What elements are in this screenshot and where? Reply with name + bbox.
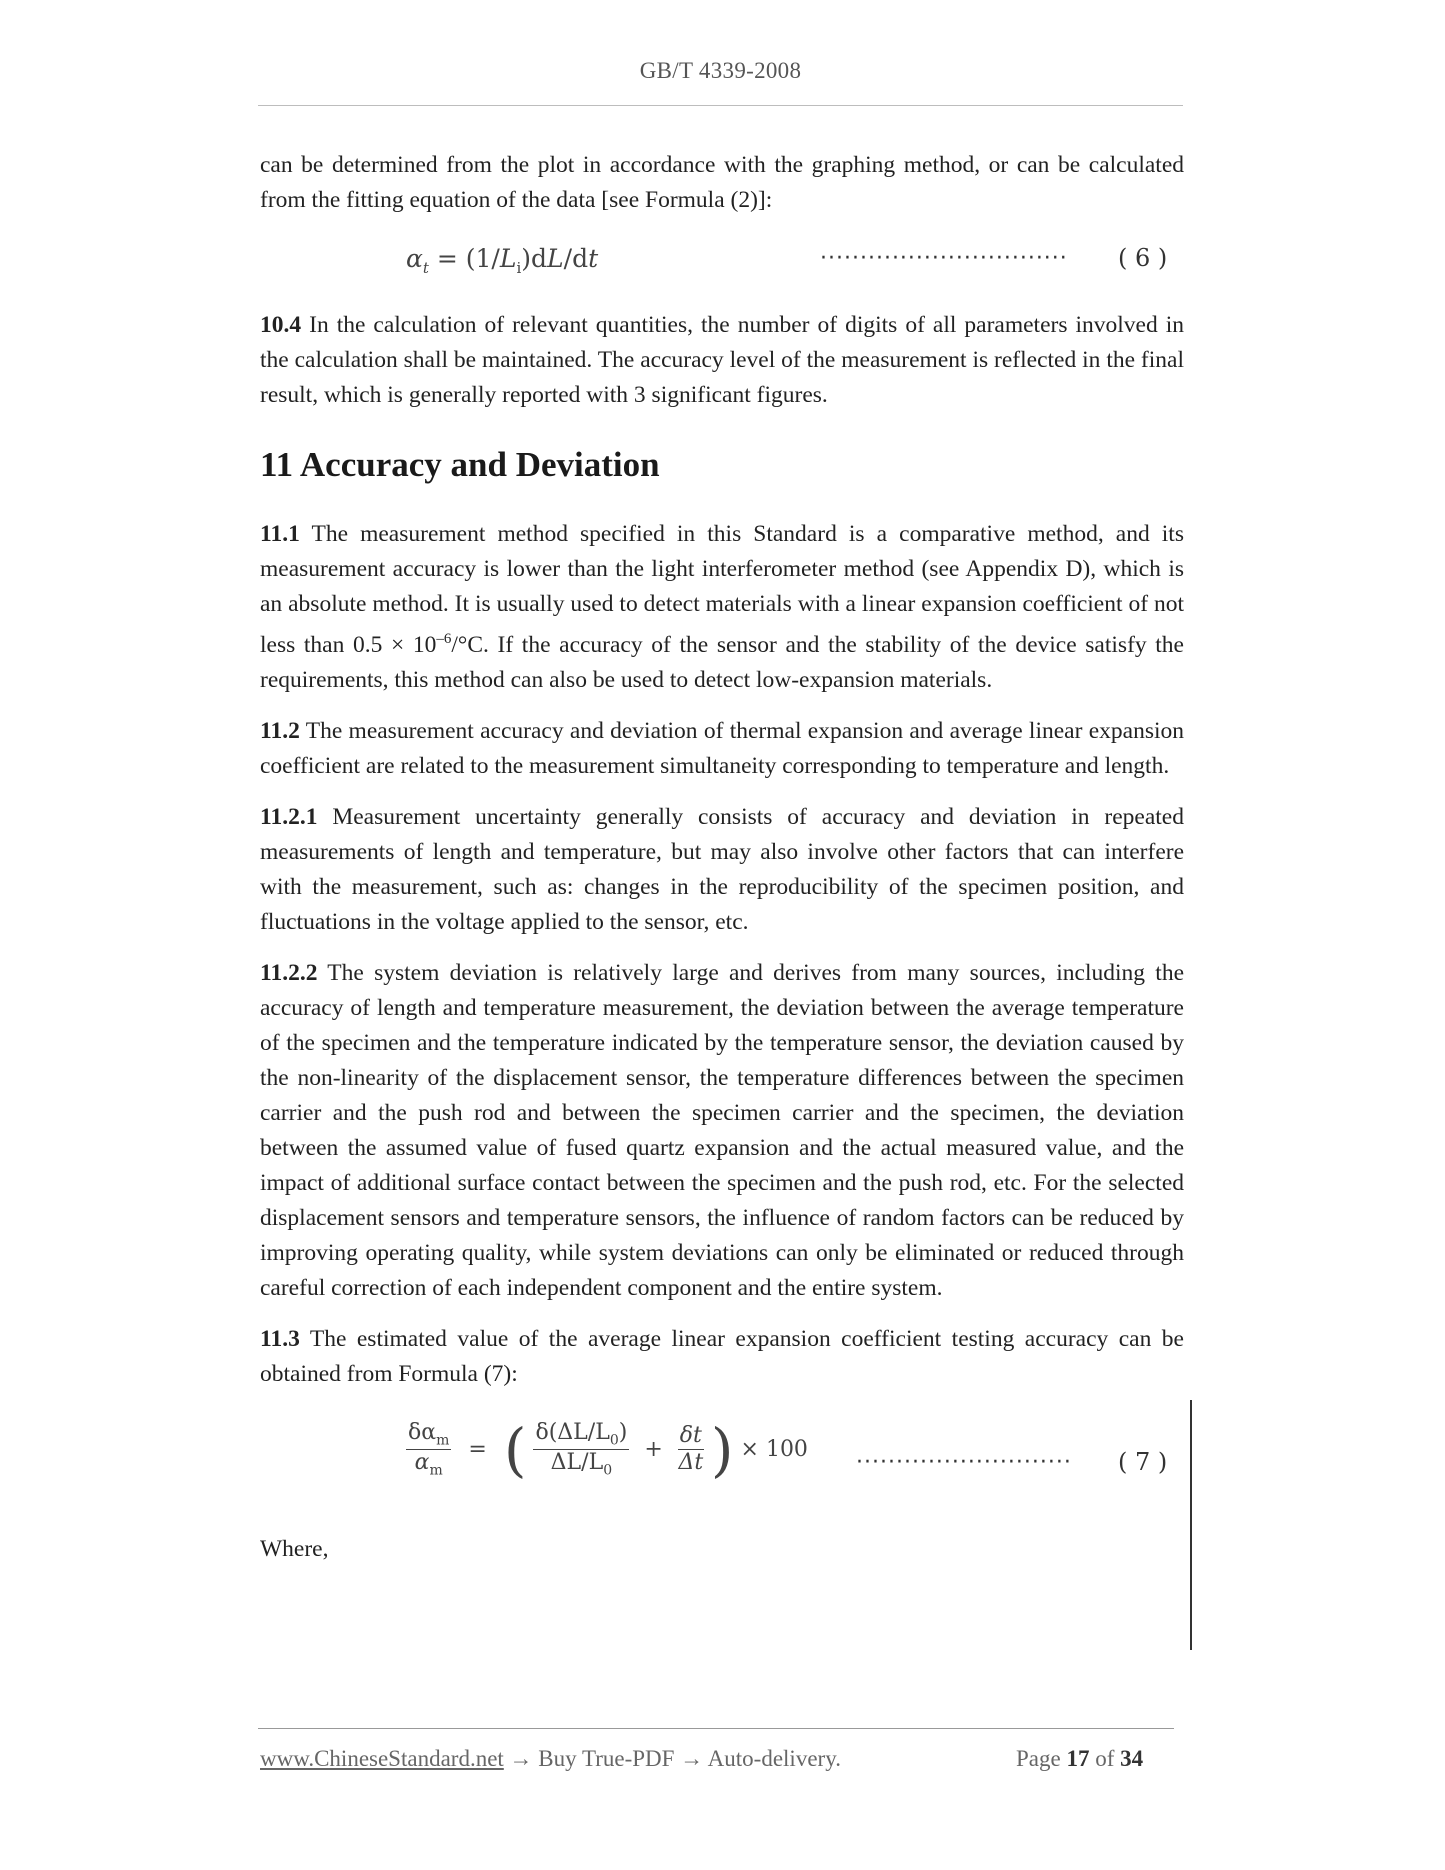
exponent: –6: [436, 631, 452, 647]
section-11-1: 11.1 The measurement method specified in this Standard is a comparative method, and its measurement accuracy is lower than the light interferometer method (see Appendix D), which is an absolute method. It is usually used to detect materials with a linear expansion coefficient of not less than $0.5 \times 10^{-6}/^\circ C$. If the accuracy of the sensor and the stability of the device satisfy the requirements, this method can also be used to detect low-expansion materials.: [260, 521, 1184, 693]
page-body: [260, 148, 1184, 1567]
page-indicator: Page 17 of 34: [1016, 1746, 1144, 1771]
formula-7-lhs-fraction: $\frac{\delta\alpha_m}{\alpha_m}$: [408, 1419, 450, 1479]
arrow-icon: →: [503, 1746, 539, 1771]
formula-7-expression: $\frac{\delta\alpha_m}{\alpha_m}$ = ( $\frac{\delta(\Delta L/L_0)}{\Delta L/L_0}$ + $\frac{\delta t}{\Delta t}$ ) × 100: [408, 1415, 808, 1484]
section-10-4-text: In the calculation of relevant quantities, the number of digits of all parameters involved in the calculation shall be maintained. The accuracy level of the measurement is reflected in the final result, which is generally reported with 3 significant figures.: [260, 312, 1184, 408]
formula-6-leader-dots: ·······························: [820, 246, 1068, 271]
section-11-3-number: 11.3: [260, 1325, 300, 1352]
page-total: 34: [1120, 1746, 1144, 1771]
section-11-2-2: 11.2.2 The system deviation is relatively large and derives from many sources, including the accuracy of length and temperature measurement, the deviation between the average temperature of the specimen and the temperature indicated by the temperature sensor, the deviation caused by the non-linearity of the displacement sensor, the temperature differences between the specimen carrier and the push rod and between the specimen carrier and the specimen, the deviation between the assumed value of fused quartz expansion and the actual measured value, and the impact of additional surface contact between the specimen and the push rod, etc. For the selected displacement sensors and temperature sensors, the influence of random factors can be reduced by improving operating quality, while system deviations can only be eliminated or reduced through careful correction of each independent component and the entire system.: [260, 959, 1184, 1301]
section-11-2-number: 11.2: [260, 717, 300, 744]
formula-6-expression: $\alpha_t = (1/L_i)dL/dt$: [406, 244, 599, 277]
section-11-2-1-number: 11.2.1: [260, 803, 318, 830]
section-11-1-number: 11.1: [260, 521, 300, 547]
page-number: 17: [1066, 1746, 1090, 1771]
formula-7-first-fraction: $\frac{\delta(\Delta L/L_0)}{\Delta L/L_0}$: [535, 1419, 628, 1479]
arrow-icon: →: [674, 1746, 708, 1771]
where-label: Where,: [260, 1535, 329, 1562]
section-11-2: 11.2 The measurement accuracy and deviation of thermal expansion and average linear expansion coefficient are related to the measurement simultaneity corresponding to temperature and length.: [260, 717, 1184, 779]
change-bar: [1190, 1400, 1192, 1650]
footer-links: [260, 1746, 841, 1772]
header-divider: [258, 105, 1183, 106]
section-10-4-number: 10.4: [260, 312, 302, 338]
intro-paragraph: can be determined from the plot in accordance with the graphing method, or can be calculated from the fitting equation of the data [see Formula (2)]:: [260, 152, 1184, 213]
formula-6: [260, 234, 1184, 296]
formula-7-leader-dots: ···························: [856, 1449, 1072, 1475]
site-link[interactable]: www.ChineseStandard.net: [260, 1746, 504, 1771]
footer-divider: [258, 1728, 1174, 1729]
section-11-2-1: 11.2.1 Measurement uncertainty generally consists of accuracy and deviation in repeated measurements of length and temperature, but may also involve other factors that can interfere with the measurement, such as: changes in the reproducibility of the specimen position, and fluctuations in the voltage applied to the sensor, etc.: [260, 803, 1184, 935]
formula-7-number: ( 7 ): [1118, 1447, 1168, 1476]
section-11-2-2-number: 11.2.2: [260, 959, 318, 986]
page-header: GB/T 4339-2008: [639, 58, 802, 83]
buy-pdf-text: Buy True-PDF: [538, 1746, 675, 1771]
auto-delivery-text: Auto-delivery.: [707, 1746, 841, 1771]
section-10-4: [260, 308, 1184, 413]
section-11-heading: 11 Accuracy and Deviation: [260, 445, 660, 484]
formula-6-number: ( 6 ): [1118, 244, 1168, 272]
section-11-3: 11.3 The estimated value of the average linear expansion coefficient testing accuracy can be obtained from Formula (7):: [260, 1325, 1184, 1387]
formula-7-second-fraction: $\frac{\delta t}{\Delta t}$: [678, 1422, 704, 1476]
formula-7: [260, 1412, 1184, 1516]
